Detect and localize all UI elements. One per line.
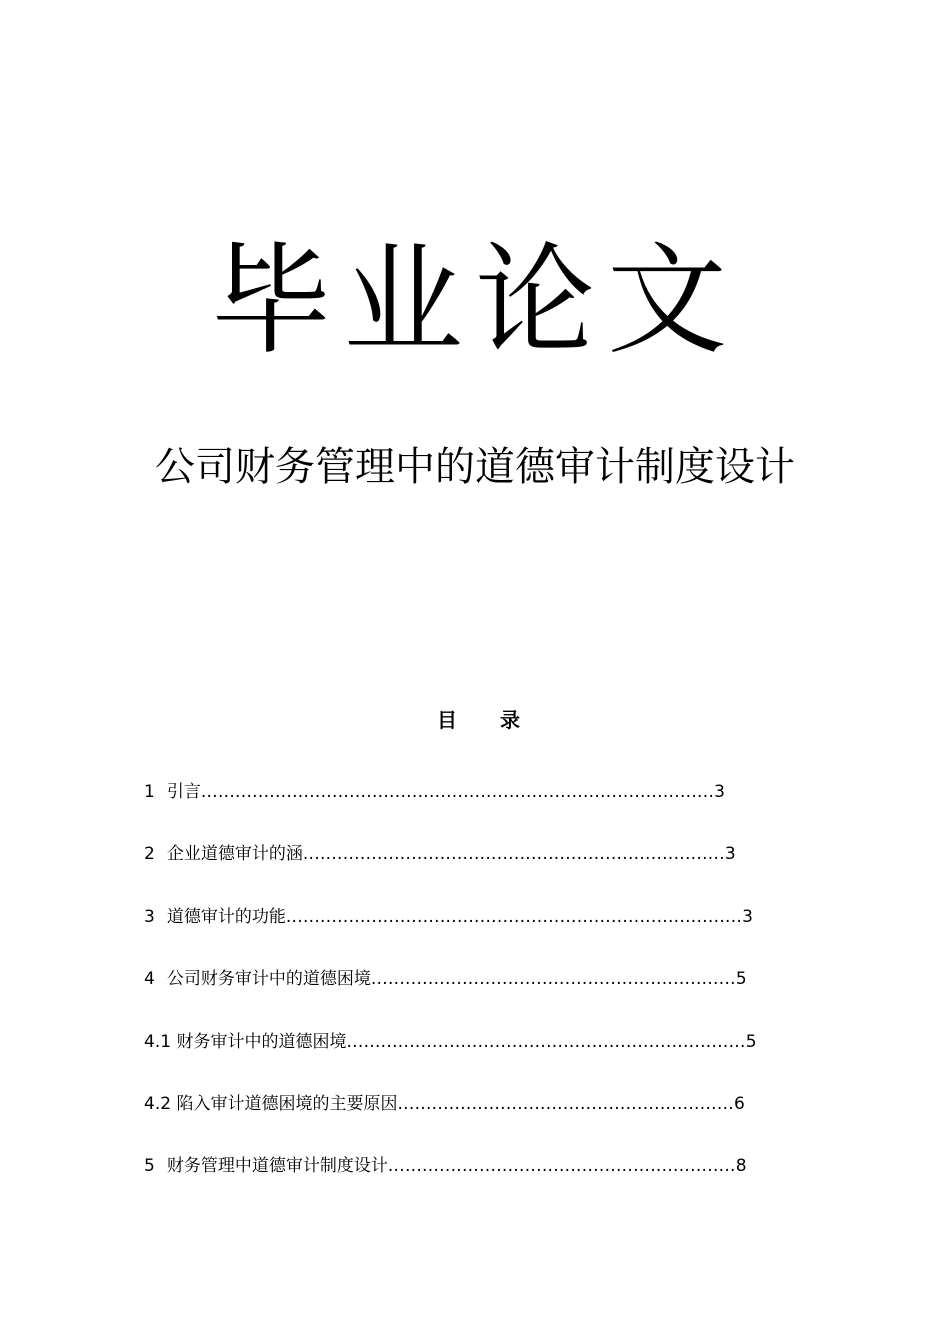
toc-entry-number: 4.2: [144, 1093, 172, 1114]
toc-entry-page: 5: [735, 969, 747, 990]
toc-entry-page: 3: [714, 782, 725, 802]
toc-entry-number: 2: [144, 844, 155, 865]
toc-dot-leader: ................................................................: [370, 969, 736, 990]
table-of-contents: [144, 775, 764, 1212]
toc-entry-page: 3: [724, 844, 736, 865]
toc-entry-page: 6: [733, 1093, 745, 1114]
toc-entry-title: 引言: [166, 782, 201, 802]
toc-entry-4[interactable]: [144, 962, 764, 1024]
toc-entry-4-1[interactable]: [144, 1025, 764, 1087]
toc-entry-title: 财务审计中的道德困境: [176, 1031, 347, 1052]
toc-entry-title: 道德审计的功能: [166, 906, 286, 927]
toc-entry-number: 5: [144, 1156, 155, 1177]
toc-dot-leader: .............................................................: [387, 1156, 736, 1177]
toc-entry-1[interactable]: [144, 775, 764, 837]
toc-entry-page: 8: [735, 1156, 747, 1177]
toc-heading: 目 录: [437, 708, 538, 732]
toc-entry-number: 4.1: [144, 1031, 172, 1052]
document-main-title: 毕业论文: [211, 232, 739, 371]
document-subtitle: 公司财务管理中的道德审计制度设计: [155, 444, 795, 490]
toc-entry-number: 4: [144, 969, 155, 990]
toc-entry-5[interactable]: [144, 1149, 764, 1211]
toc-entry-title: 陷入审计道德困境的主要原因: [176, 1093, 398, 1114]
toc-entry-2[interactable]: [144, 837, 764, 899]
toc-entry-title: 财务管理中道德审计制度设计: [166, 1156, 388, 1177]
toc-entry-number: 1: [144, 782, 155, 802]
toc-entry-number: 3: [144, 906, 155, 927]
toc-entry-3[interactable]: [144, 900, 764, 962]
toc-entry-title: 公司财务审计中的道德困境: [166, 969, 371, 990]
toc-dot-leader: ................................................................................: [285, 906, 743, 927]
toc-entry-title: 企业道德审计的涵: [166, 844, 303, 865]
toc-entry-4-2[interactable]: [144, 1087, 764, 1149]
toc-dot-leader: ..........................................................................................: [200, 782, 715, 802]
toc-entry-page: 5: [745, 1031, 757, 1052]
toc-dot-leader: ......................................................................: [346, 1031, 746, 1052]
toc-dot-leader: ..........................................................................: [302, 844, 725, 865]
toc-dot-leader: ...........................................................: [397, 1093, 734, 1114]
toc-entry-page: 3: [742, 906, 753, 927]
